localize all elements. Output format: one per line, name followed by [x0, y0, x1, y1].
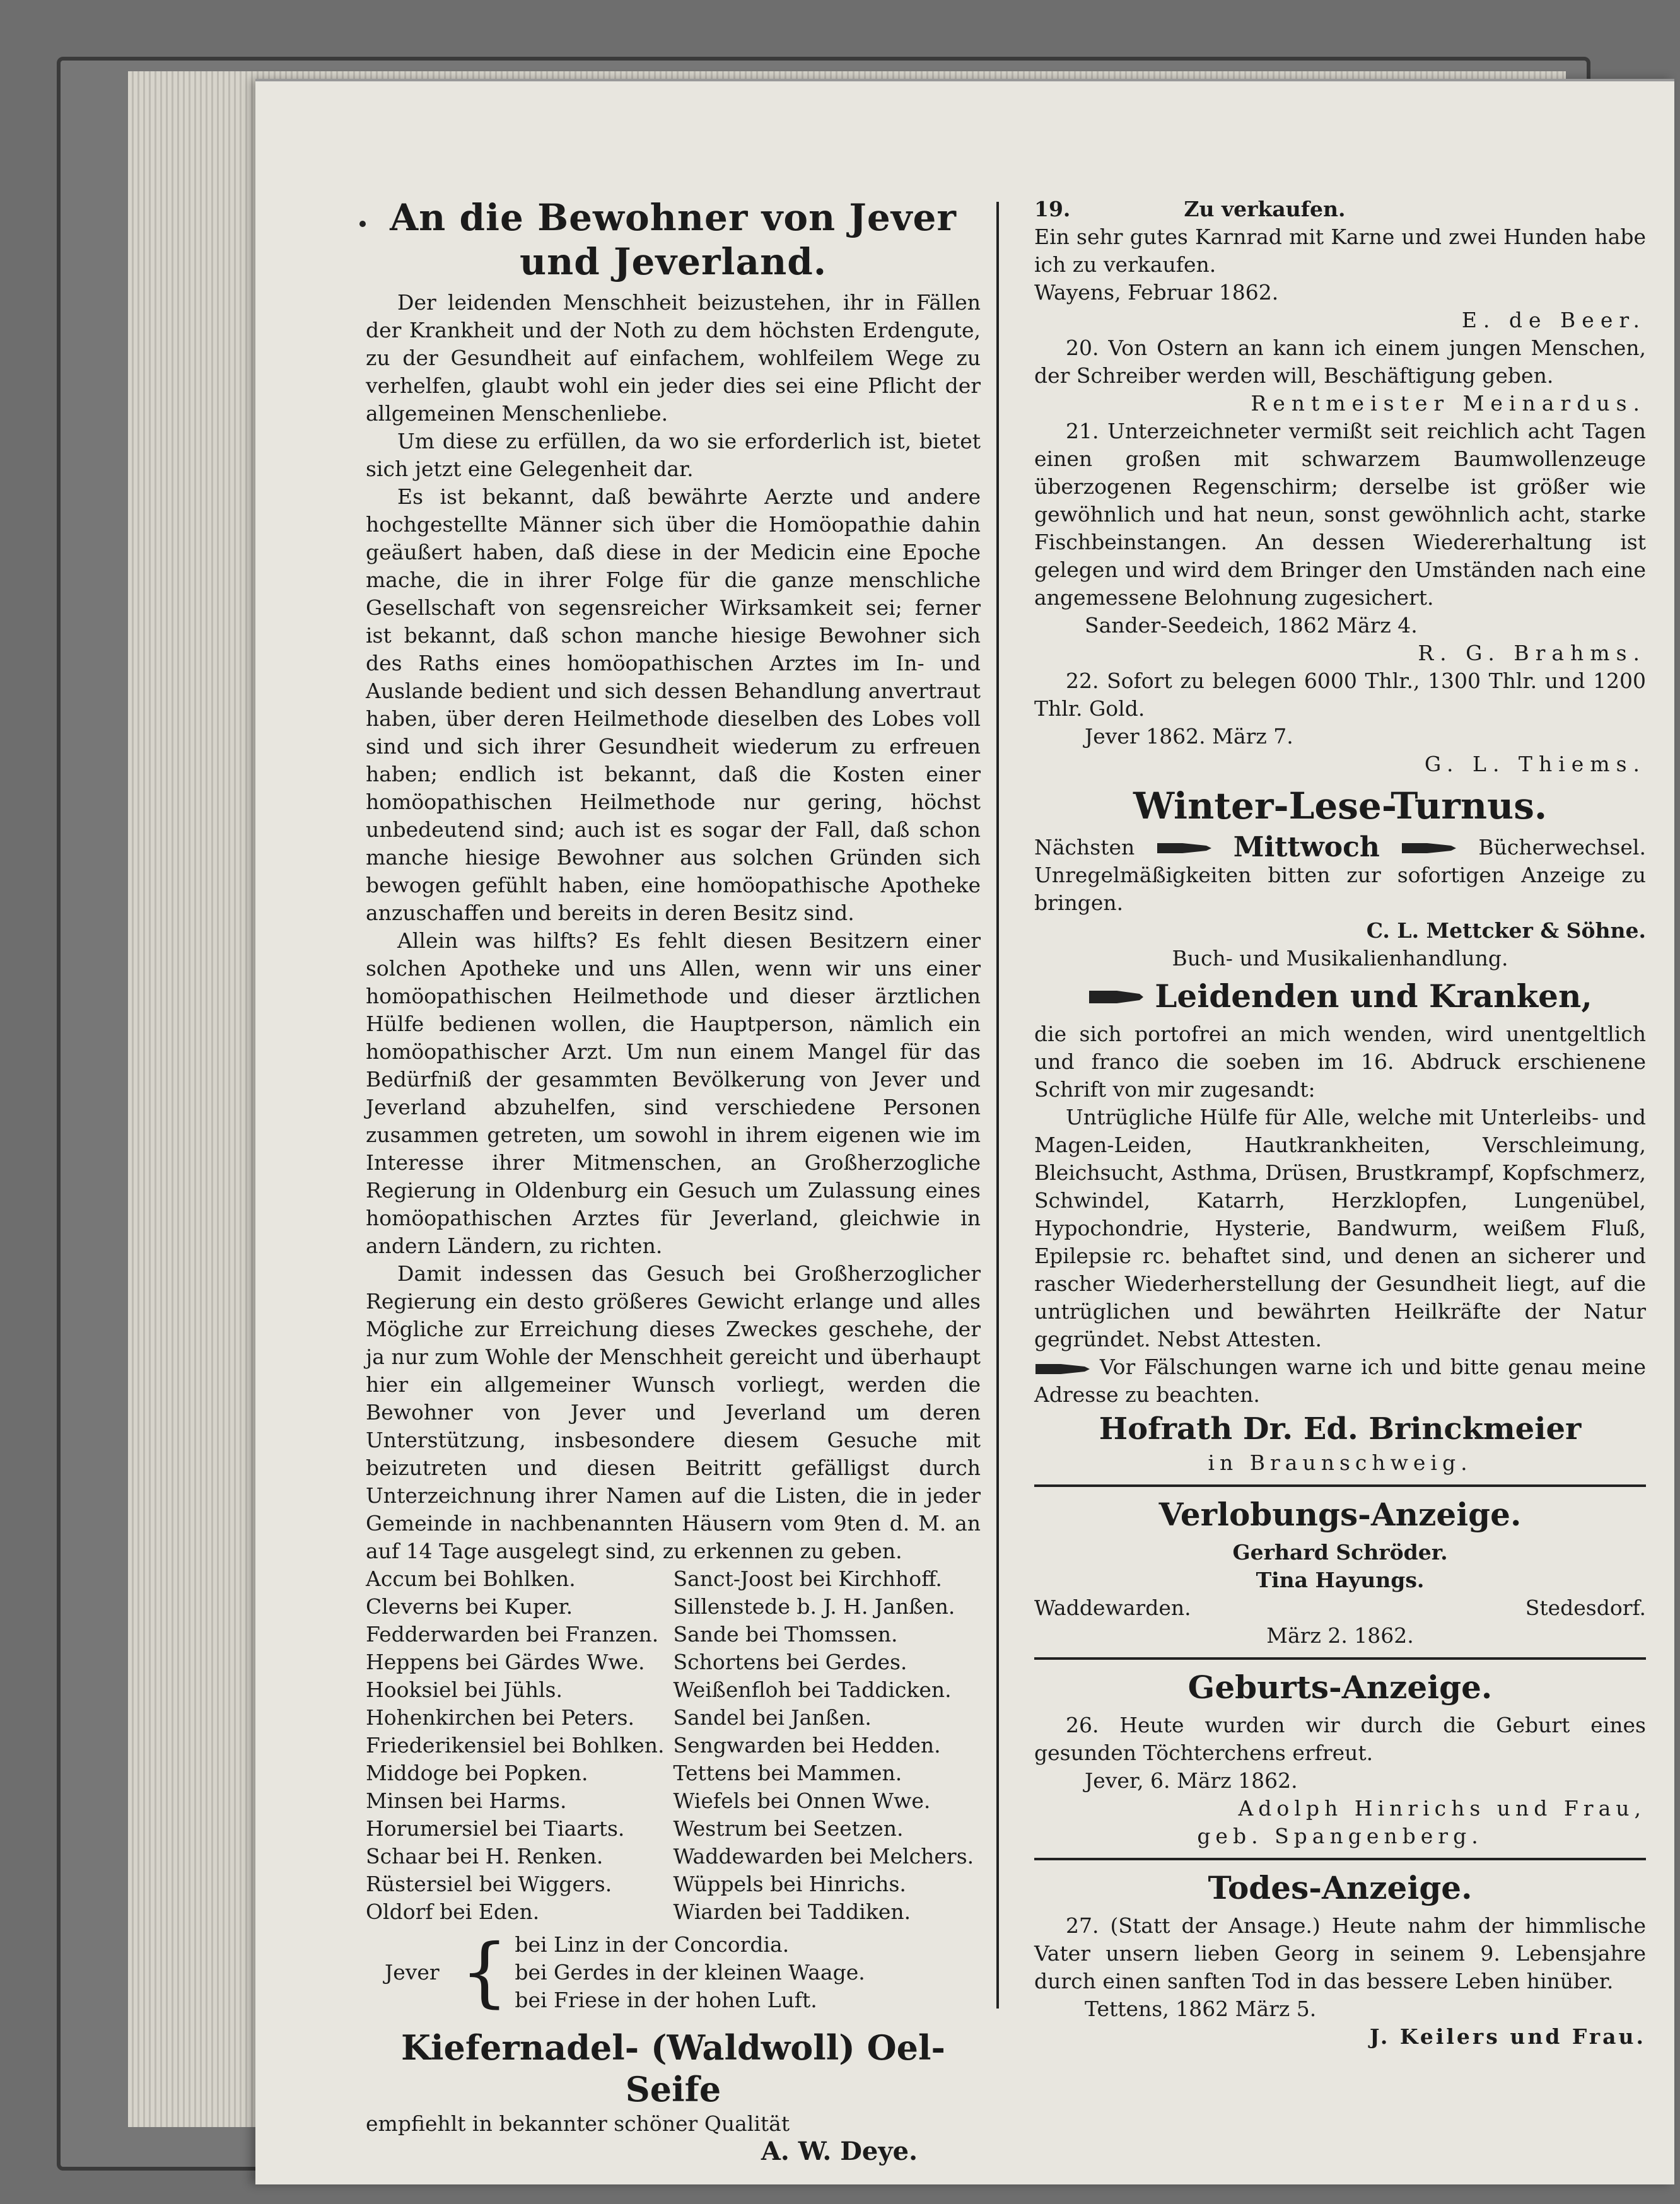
lese-text: Unregelmäßigkeiten bitten zur sofortigen Anzeige zu bringen. — [1034, 863, 1646, 915]
notice-heading: Zu verkaufen. — [1184, 197, 1346, 221]
lese-signature: C. L. Mettcker & Söhne. — [1366, 918, 1646, 943]
notice-21-place: Sander-Seedeich, 1862 März 4. — [1085, 613, 1418, 638]
verlobung-places — [1034, 1594, 1646, 1622]
list-item: Horumersiel bei Tiaarts. — [366, 1816, 625, 1841]
list-item: Sanct-Joost bei Kirchhoff. — [673, 1566, 942, 1591]
geburt-text: 26. Heute wurden wir durch die Geburt eines gesunden Töchterchens erfreut. — [1034, 1713, 1646, 1765]
list-item: Wiefels bei Onnen Wwe. — [673, 1788, 931, 1813]
verlobung-name-1: Gerhard Schröder. — [1232, 1540, 1448, 1565]
list-item: Westrum bei Seetzen. — [673, 1816, 904, 1841]
geburt-signature: Adolph Hinrichs und Frau, — [1238, 1796, 1646, 1821]
notice-number: 19. — [1034, 197, 1071, 221]
leidenden-location: in Braunschweig. — [1208, 1450, 1473, 1475]
jever-label: Jever — [385, 1960, 440, 1985]
divider — [1034, 1484, 1646, 1487]
pointing-hand-icon — [1034, 1358, 1091, 1379]
list-item: Fedderwarden bei Franzen. — [366, 1622, 659, 1647]
list-item: Sande bei Thomssen. — [673, 1622, 898, 1647]
verlobung-date: März 2. 1862. — [1266, 1623, 1414, 1648]
brace-icon: { — [460, 1928, 509, 2016]
list-item: Tettens bei Mammen. — [673, 1761, 902, 1785]
pointing-hand-icon — [1156, 837, 1213, 858]
leidenden-text-1: die sich portofrei an mich wenden, wird unentgeltlich und franco die soeben im 16. Abdruck erschienene Schrift von mir zugesandt: — [1034, 1022, 1646, 1102]
list-item: Middoge bei Popken. — [366, 1761, 588, 1785]
todes-signature: J. Keilers und Frau. — [1369, 2024, 1646, 2049]
lese-mid: Mittwoch — [1233, 831, 1380, 863]
list-item: Minsen bei Harms. — [366, 1788, 567, 1813]
list-item: Schaar bei H. Renken. — [366, 1844, 604, 1869]
column-divider — [996, 202, 999, 2009]
list-item: Hooksiel bei Jühls. — [366, 1677, 563, 1702]
list-item: Hohenkirchen bei Peters. — [366, 1705, 634, 1730]
notice-22-signature: G. L. Thiems. — [1424, 752, 1646, 776]
leidenden-header — [1034, 976, 1646, 1017]
lese-turnus-title: Winter-Lese-Turnus. — [1133, 784, 1548, 827]
list-item: Sillenstede b. J. H. Janßen. — [673, 1594, 955, 1619]
list-item: Weißenfloh bei Taddicken. — [673, 1677, 952, 1702]
jever-lines — [515, 1931, 865, 2014]
leidenden-text-2: Untrügliche Hülfe für Alle, welche mit Unterleibs- und Magen-Leiden, Hautkrankheiten, Verschleimung, Bleichsucht, Asthma, Drüsen, Brustkrampf, Kopfschmerz, Schwindel, Katarrh, Herzklopfen, Lungenübel, Hypochondrie, Hysterie, Bandwurm, weißem Fluß, Epilepsie rc. behaftet sind, und denen an sicherer und rascher Wiederherstellung der Gesundheit liegt, auf die untrüglichen und bewährten Heilkräfte der Natur gegründet. Nebst Attesten. — [1034, 1105, 1646, 1351]
pointing-hand-icon — [1401, 837, 1457, 858]
left-column — [366, 195, 981, 2166]
list-item: Heppens bei Gärdes Wwe. — [366, 1650, 645, 1674]
notice-22-place: Jever 1862. März 7. — [1085, 724, 1293, 749]
notice-19-header — [1034, 195, 1646, 223]
geburt-place: Jever, 6. März 1862. — [1085, 1768, 1298, 1793]
list-item: Schortens bei Gerdes. — [673, 1650, 907, 1674]
list-item: Rüstersiel bei Wiggers. — [366, 1872, 612, 1896]
list-item: Friederikensiel bei Bohlken. — [366, 1733, 665, 1758]
divider — [1034, 1657, 1646, 1660]
places-list — [366, 1565, 981, 1926]
notice-20-signature: Rentmeister Meinardus. — [1251, 391, 1646, 416]
list-item: Sandel bei Janßen. — [673, 1705, 872, 1730]
paragraph-5: Damit indessen das Gesuch bei Großherzoglicher Regierung ein desto größeres Gewicht erlange und alles Mögliche zur Erreichung dieses Zweckes geschehe, der ja nur zum Wohle der Menschheit gereicht und überhaupt hier ein allgemeiner Wunsch vorliegt, werden die Bewohner von Jever und Jeverland um deren Unterstützung, insbesondere diesem Gesuche mit beizutreten und diesen Beitritt gefälligst durch Unterzeichnung ihrer Namen auf die Listen, die in jeder Gemeinde in nachbenannten Häusern vom 9ten d. M. an auf 14 Tage ausgelegt sind, zu erkennen zu geben. — [366, 1261, 981, 1563]
lese-line-b: Bücherwechsel. — [1478, 835, 1646, 860]
notice-22-text: 22. Sofort zu belegen 6000 Thlr., 1300 Thlr. und 1200 Thlr. Gold. — [1034, 668, 1646, 721]
paragraph-1: Der leidenden Menschheit beizustehen, ihr in Fällen der Krankheit und der Noth zu dem höchsten Erdengute, zu der Gesundheit auf einfachem, wohlfeilem Wege zu verhelfen, glaubt wohl ein jeder dies sei eine Pflicht der allgemeinen Menschenliebe. — [366, 290, 981, 426]
verlobung-name-2: Tina Hayungs. — [1256, 1568, 1425, 1592]
article-title: An die Bewohner von Jever und Jeverland. — [390, 196, 957, 283]
todes-title: Todes-Anzeige. — [1208, 1869, 1473, 1906]
list-item: bei Friese in der hohen Luft. — [515, 1988, 817, 2012]
paragraph-2: Um diese zu erfüllen, da wo sie erforderlich ist, bietet sich jetzt eine Gelegenheit dar. — [366, 429, 981, 481]
notice-19-text: Ein sehr gutes Karnrad mit Karne und zwei Hunden habe ich zu verkaufen. — [1034, 224, 1646, 277]
leidenden-warning-text: Vor Fälschungen warne ich und bitte genau meine Adresse zu beachten. — [1034, 1355, 1646, 1407]
notice-20-text: 20. Von Ostern an kann ich einem jungen Menschen, der Schreiber werden will, Beschäftigung geben. — [1034, 335, 1646, 388]
jever-locations — [385, 1928, 981, 2016]
list-item: Cleverns bei Kuper. — [366, 1594, 573, 1619]
notice-21-text: 21. Unterzeichneter vermißt seit reichlich acht Tagen einen großen mit schwarzem Baumwollenzeuge überzogenen Regenschirm; derselbe ist größer wie gewöhnlich und hat neun, sonst gewöhnlich acht, starke Fischbeinstangen. An dessen Wiedererhaltung ist gelegen und wird dem Bringer den Umständen nach eine angemessene Belohnung zugesichert. — [1034, 419, 1646, 610]
lese-subtitle: Buch- und Musikalienhandlung. — [1172, 946, 1508, 971]
right-column — [1034, 195, 1646, 2051]
lese-turnus-line — [1034, 831, 1646, 863]
leidenden-signature: Hofrath Dr. Ed. Brinckmeier — [1099, 1411, 1582, 1447]
todes-place: Tettens, 1862 März 5. — [1085, 1997, 1317, 2021]
soap-ad-subtitle: empfiehlt in bekannter schöner Qualität — [366, 2111, 790, 2136]
leidenden-warning — [1034, 1353, 1646, 1409]
notice-21-signature: R. G. Brahms. — [1418, 641, 1646, 665]
verlobung-place-left: Waddewarden. — [1034, 1595, 1191, 1620]
list-item: Oldorf bei Eden. — [366, 1899, 540, 1924]
list-item: Accum bei Bohlken. — [366, 1566, 576, 1591]
geburt-signature-2: geb. Spangenberg. — [1197, 1824, 1483, 1848]
divider — [1034, 1858, 1646, 1860]
paragraph-3: Es ist bekannt, daß bewährte Aerzte und andere hochgestellte Männer sich über die Homöopathie dahin geäußert haben, daß diese in der Medicin eine Epoche mache, die in ihrer Folge für die ganze menschliche Gesellschaft von segensreicher Wirksamkeit sei; ferner ist bekannt, daß schon manche hiesige Bewohner sich des Raths eines homöopathischen Arztes im In- und Auslande bedient und sich dessen Behandlung anvertraut haben, über deren Heilmethode dieselben des Lobes voll sind und sich ihrer Gesundheit wiederum zu erfreuen haben; endlich ist bekannt, daß die Kosten einer homöopathischen Heilmethode nur gering, höchst unbedeutend sind; auch ist es sogar der Fall, daß schon manche hiesige Bewohner aus solchen Gründen sich bewogen gefühlt haben, eine homöopathische Apotheke anzuschaffen und bereits in deren Besitz sind. — [366, 484, 981, 925]
todes-text: 27. (Statt der Ansage.) Heute nahm der himmlische Vater unsern lieben Georg in seinem 9. Lebensjahre durch einen sanften Tod in das bessere Leben hinüber. — [1034, 1913, 1646, 1993]
list-item: bei Linz in der Concordia. — [515, 1932, 790, 1957]
lese-line-a: Nächsten — [1034, 835, 1135, 860]
list-item: Wüppels bei Hinrichs. — [673, 1872, 906, 1896]
notice-19-signature: E. de Beer. — [1461, 308, 1646, 332]
list-item: Wiarden bei Taddiken. — [673, 1899, 911, 1924]
leidenden-title: Leidenden und Kranken, — [1155, 977, 1592, 1015]
verlobung-title: Verlobungs-Anzeige. — [1158, 1496, 1522, 1533]
notice-19-place: Wayens, Februar 1862. — [1034, 280, 1279, 305]
list-item: Sengwarden bei Hedden. — [673, 1733, 941, 1758]
soap-ad-title: Kiefernadel- (Waldwoll) Oel-Seife — [401, 2027, 945, 2109]
paragraph-4: Allein was hilfts? Es fehlt diesen Besitzern einer solchen Apotheke und uns Allen, wenn wir uns einer homöopathischen Heilmethode und dieser ärztlichen Hülfe bedienen wollen, die Hauptperson, nämlich ein homöopathischer Arzt. Um nun einem Mangel für das Bedürfniß der gesammten Bevölkerung von Jever und Jeverland abzuhelfen, sind verschiedene Personen zusammen getreten, um sowohl in ihrem eigenen wie im Interesse ihrer Mitmenschen, an Großherzogliche Regierung in Oldenburg ein Gesuch um Zulassung eines homöopathischen Arztes für Jeverland, gleichwie in andern Ländern, zu richten. — [366, 928, 981, 1258]
list-item: bei Gerdes in der kleinen Waage. — [515, 1960, 865, 1985]
dot-mark — [359, 221, 366, 227]
list-item: Waddewarden bei Melchers. — [673, 1844, 974, 1869]
verlobung-place-right: Stedesdorf. — [1525, 1595, 1646, 1620]
geburt-title: Geburts-Anzeige. — [1187, 1669, 1493, 1706]
soap-ad-signature: A. W. Deye. — [761, 2137, 918, 2166]
pointing-hand-icon — [1088, 986, 1145, 1007]
